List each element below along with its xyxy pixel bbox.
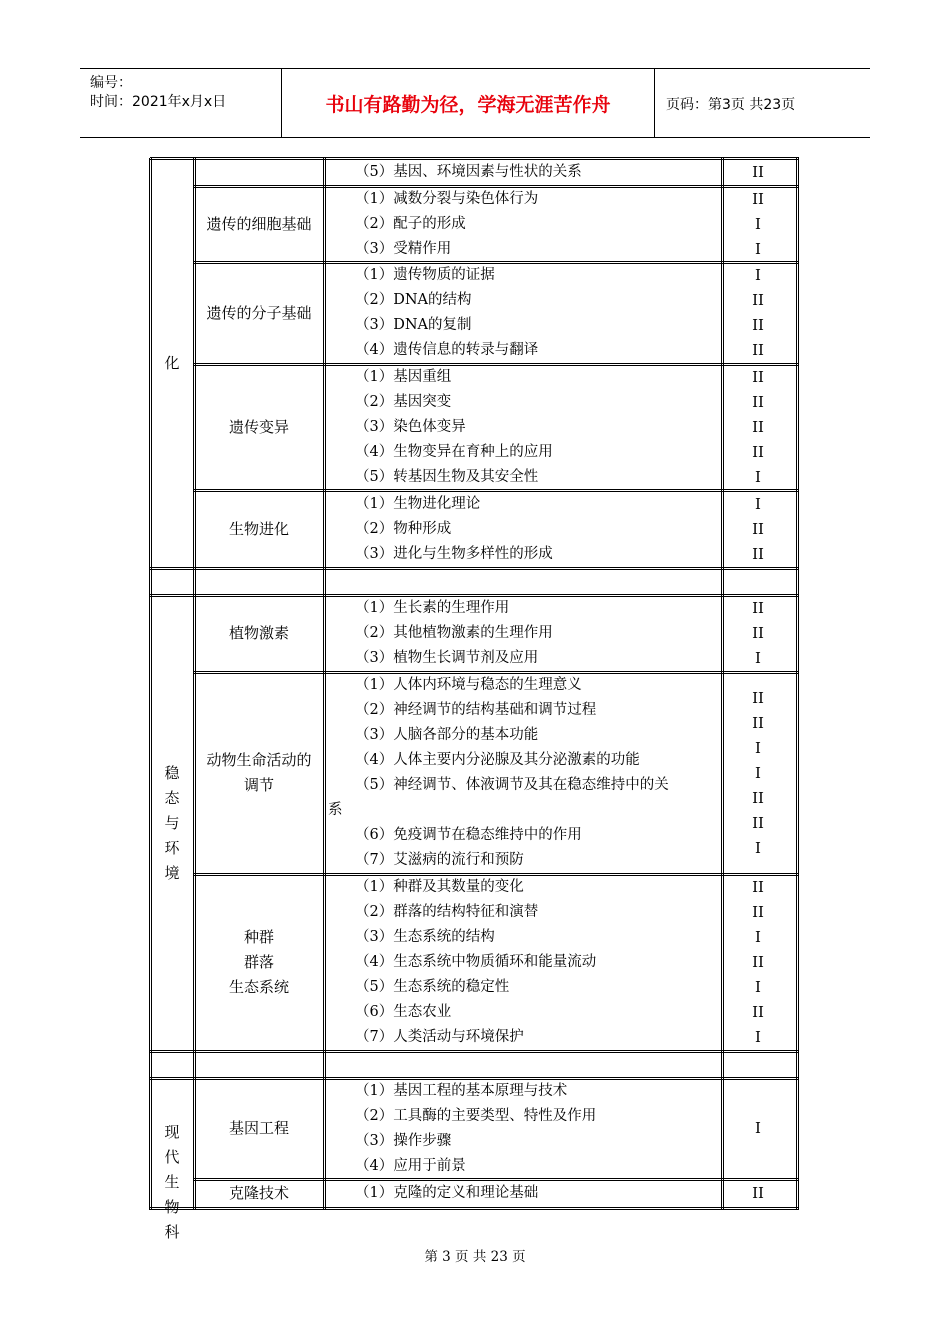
- category-label: [151, 351, 193, 376]
- level-mark: II: [752, 162, 764, 181]
- level-mark: I: [755, 467, 761, 486]
- category-label: [151, 761, 193, 886]
- level-mark: II: [752, 953, 764, 971]
- category-char: 态: [164, 788, 180, 807]
- item-text: （3）进化与生物多样性的形成: [355, 545, 553, 562]
- item-text: （1）克隆的定义和理论基础: [355, 1185, 539, 1201]
- level-mark: I: [755, 838, 761, 857]
- section-title-line: 生态系统: [228, 978, 289, 996]
- item-text: （3）植物生长调节剂及应用: [355, 650, 539, 666]
- level-mark: II: [752, 316, 764, 334]
- level-mark: II: [752, 442, 764, 461]
- header-info-cell: [80, 69, 282, 137]
- level-mark: II: [752, 367, 764, 386]
- category-char: 科: [164, 1222, 180, 1241]
- section-title-line: 遗传的细胞基础: [206, 214, 312, 233]
- category-label: [151, 1120, 193, 1245]
- row-divider: [194, 363, 799, 366]
- section-title: [195, 621, 323, 646]
- category-char: 化: [164, 353, 180, 372]
- item-text: （2）配子的形成: [355, 215, 466, 232]
- item-text: （4）人体主要内分泌腺及其分泌激素的功能: [355, 752, 640, 768]
- category-char: 现: [164, 1122, 180, 1141]
- category-char: 境: [164, 863, 180, 882]
- level-mark: II: [752, 788, 764, 807]
- item-text: （4）生物变异在育种上的应用: [355, 443, 553, 460]
- level-mark: I: [755, 494, 761, 513]
- item-text: （3）DNA的复制: [355, 317, 472, 333]
- level-mark: II: [752, 624, 764, 642]
- row-divider: [150, 1050, 799, 1053]
- item-text: （2）DNA的结构: [355, 292, 472, 308]
- level-mark: I: [755, 978, 761, 996]
- section-title: [195, 517, 323, 542]
- section-title: [195, 1181, 323, 1206]
- item-text: （2）其他植物激素的生理作用: [355, 625, 553, 641]
- section-title: [195, 748, 323, 798]
- level-mark: I: [755, 763, 761, 782]
- item-text: （1）基因重组: [355, 368, 452, 385]
- level-mark: II: [752, 519, 764, 538]
- header-page-label: 页码：第3页 共23页: [666, 97, 796, 113]
- item-text: （3）受精作用: [355, 240, 452, 257]
- page-footer: 第 3 页 共 23 页: [424, 1249, 526, 1265]
- category-char: 生: [164, 1172, 180, 1191]
- section-title-line: 生物进化: [228, 519, 289, 538]
- level-mark: II: [752, 392, 764, 411]
- item-text: （1）人体内环境与稳态的生理意义: [355, 677, 582, 693]
- item-text: （2）神经调节的结构基础和调节过程: [355, 702, 597, 718]
- level-mark: II: [752, 713, 764, 732]
- level-mark: I: [755, 266, 761, 284]
- item-text: （5）基因、环境因素与性状的关系: [355, 163, 582, 180]
- item-text: （1）遗传物质的证据: [355, 267, 495, 283]
- item-text: （4）遗传信息的转录与翻译: [355, 342, 539, 358]
- level-mark: II: [752, 903, 764, 921]
- section-title-line: 种群: [243, 928, 274, 946]
- page-header: [80, 68, 870, 138]
- item-text: 系: [328, 802, 343, 818]
- level-mark: I: [755, 649, 761, 667]
- level-mark: II: [752, 341, 764, 359]
- item-text: （1）种群及其数量的变化: [355, 879, 524, 895]
- section-title-line: 植物激素: [228, 624, 289, 642]
- item-text: （7）人类活动与环境保护: [355, 1029, 524, 1045]
- category-char: 与: [164, 813, 180, 832]
- syllabus-table: [150, 158, 799, 1241]
- section-title: [195, 212, 323, 237]
- level-mark: II: [752, 291, 764, 309]
- item-text: （1）减数分裂与染色体行为: [355, 190, 539, 207]
- item-text: （5）生态系统的稳定性: [355, 979, 510, 995]
- level-mark: I: [755, 738, 761, 757]
- item-text: （6）生态农业: [355, 1004, 452, 1020]
- section-title-line: 克隆技术: [228, 1184, 289, 1202]
- section-title: [195, 301, 323, 326]
- level-mark: II: [752, 544, 764, 563]
- row-divider: [150, 1207, 799, 1210]
- level-mark: II: [752, 599, 764, 617]
- category-char: 物: [164, 1197, 180, 1216]
- item-text: （2）群落的结构特征和演替: [355, 904, 539, 920]
- section-title-line: 基因工程: [228, 1119, 289, 1137]
- section-title-line: 遗传的分子基础: [206, 303, 312, 322]
- item-text: （1）生长素的生理作用: [355, 600, 510, 616]
- level-mark: II: [752, 813, 764, 832]
- item-text: （2）基因突变: [355, 393, 452, 410]
- section-title: [195, 415, 323, 440]
- level-mark: II: [752, 189, 764, 208]
- item-text: （7）艾滋病的流行和预防: [355, 852, 524, 868]
- section-title: [195, 925, 323, 1000]
- item-text: （1）生物进化理论: [355, 495, 481, 512]
- level-mark: I: [755, 1119, 761, 1137]
- level-mark: I: [755, 214, 761, 233]
- item-text: （2）物种形成: [355, 520, 452, 537]
- item-text: （2）工具酶的主要类型、特性及作用: [355, 1107, 597, 1124]
- section-title-line: 遗传变异: [228, 417, 289, 436]
- item-text: （3）染色体变异: [355, 418, 466, 435]
- section-title: [195, 1116, 323, 1141]
- section-title-line: 调节: [243, 776, 274, 794]
- number-label: 编号：: [90, 75, 132, 91]
- item-text: （4）应用于前景: [355, 1157, 466, 1174]
- level-mark: II: [752, 417, 764, 436]
- item-text: （3）生态系统的结构: [355, 929, 495, 945]
- item-text: （4）生态系统中物质循环和能量流动: [355, 954, 597, 970]
- item-text: （3）人脑各部分的基本功能: [355, 727, 539, 743]
- section-title-line: 群落: [243, 953, 274, 971]
- category-char: 代: [164, 1147, 180, 1166]
- item-text: （5）神经调节、体液调节及其在稳态维持中的关: [355, 777, 669, 793]
- category-char: 稳: [164, 763, 180, 782]
- category-char: 环: [164, 838, 180, 857]
- row-divider: [150, 567, 799, 570]
- level-mark: II: [752, 1184, 764, 1202]
- time-label: 时间：2021年x月x日: [90, 94, 227, 110]
- item-text: （5）转基因生物及其安全性: [355, 468, 539, 485]
- level-mark: I: [755, 928, 761, 946]
- row-divider: [194, 261, 799, 264]
- item-text: （1）基因工程的基本原理与技术: [355, 1082, 568, 1099]
- level-mark: II: [752, 1003, 764, 1021]
- level-mark: I: [755, 1028, 761, 1046]
- level-mark: II: [752, 878, 764, 896]
- item-text: （3）操作步骤: [355, 1132, 452, 1149]
- level-mark: I: [755, 239, 761, 258]
- item-text: （6）免疫调节在稳态维持中的作用: [355, 827, 582, 843]
- header-motto: 书山有路勤为径，学海无涯苦作舟: [282, 69, 655, 137]
- section-title-line: 动物生命活动的: [206, 751, 312, 769]
- level-mark: II: [752, 688, 764, 707]
